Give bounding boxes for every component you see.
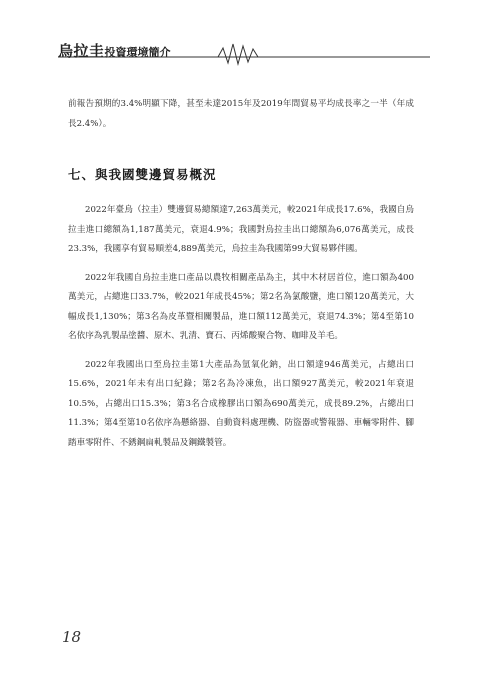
header-heartbeat-line — [58, 36, 430, 66]
paragraph-exports: 2022年我國出口至烏拉圭第1大產品為氫氧化鈉，出口額達946萬美元，占總出口15.6%，2021年未有出口紀錄；第2名為冷凍魚，出口額927萬美元，較2021年衰退10.5%，占總出口15.3%；第3名合成橡膠出口額為690萬美元，成長89.2%，占總出口11.3%；第4至第10名依序為懸絡器、自動資料處理機、防盜器或警報器、車輛零附件、腳踏車零附件、不銹鋼扁軋製品及鋼鐵製管。 — [68, 359, 414, 448]
continued-paragraph: 前報告預期的3.4%明顯下降，甚至未達2015年及2019年間貿易平均成長率之一半（年成長2.4%）。 — [68, 99, 414, 129]
paragraph-imports: 2022年我國自烏拉圭進口產品以農牧相關產品為主，其中木材居首位，進口額為400萬美元，占總進口33.7%，較2021年成長45%；第2名為氯酸鹽，進口額120萬美元，大幅成長1,130%；第3名為皮革暨相關製品，進口額112萬美元，衰退74.3%；第4至第10名依序為乳製品塗醬、原木、乳清、寶石、丙烯酸聚合物、咖啡及羊毛。 — [68, 272, 414, 341]
page-body — [68, 95, 414, 453]
header-title-main: 烏拉圭 — [58, 42, 105, 60]
page-number: 18 — [62, 628, 82, 646]
header-title-sub: 投資環境簡介 — [104, 46, 171, 59]
paragraph-bilateral-trade: 2022年臺烏（拉圭）雙邊貿易總額達7,263萬美元，較2021年成長17.6%，我國自烏拉圭進口總額為1,187萬美元，衰退4.9%；我國對烏拉圭出口總額為6,076萬美元，成長23.3%，我國享有貿易順差4,889萬美元，烏拉圭為我國第99大貿易夥伴國。 — [68, 205, 414, 254]
running-header — [58, 36, 430, 66]
section-heading: 七、與我國雙邊貿易概況 — [68, 167, 217, 182]
